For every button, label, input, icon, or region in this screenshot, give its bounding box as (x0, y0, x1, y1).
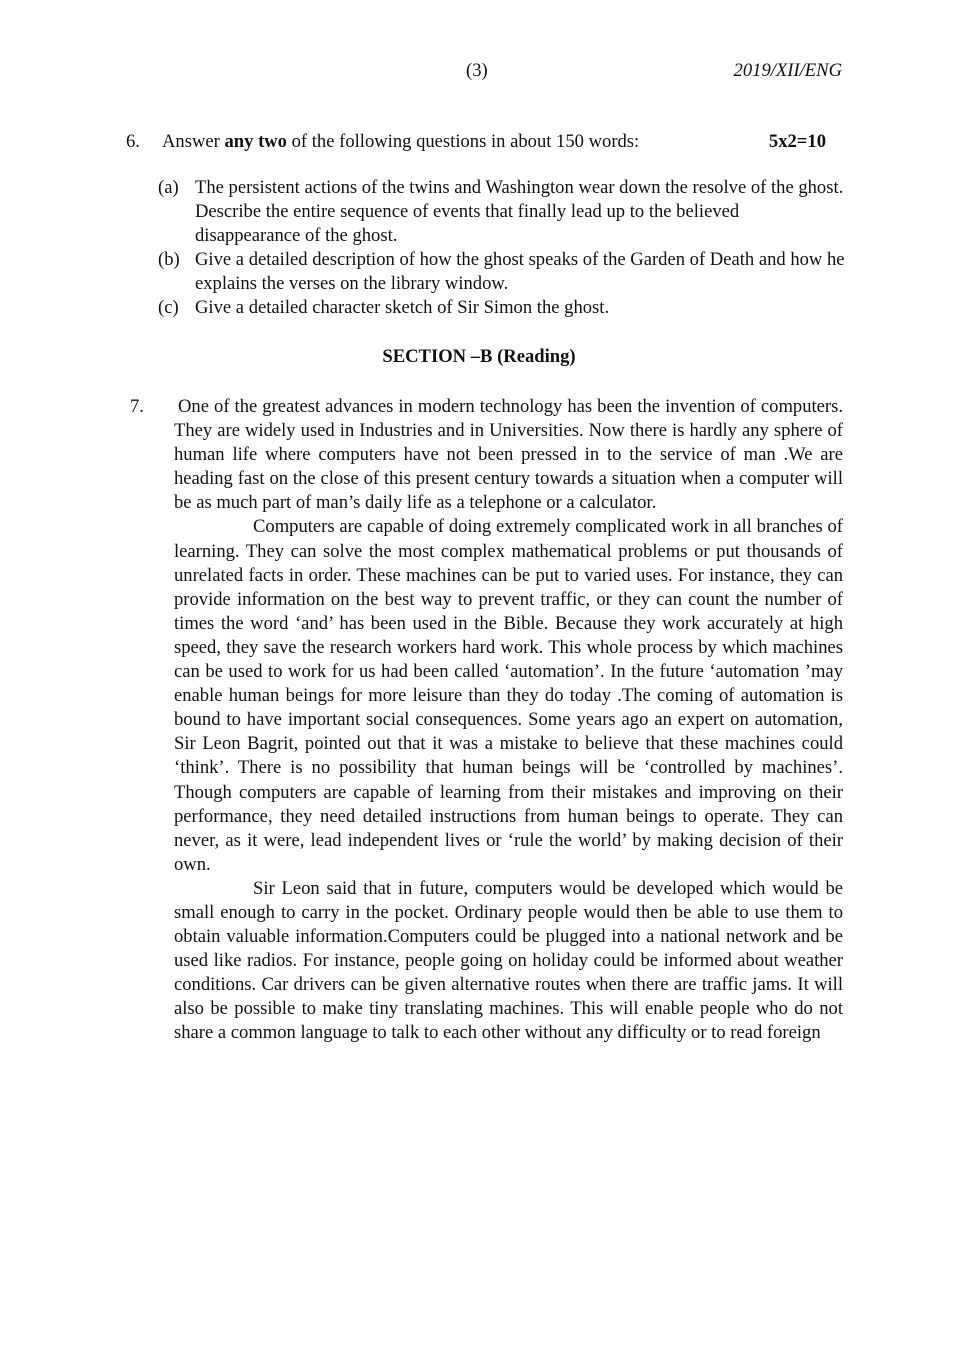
option-label: (c) (158, 297, 179, 318)
passage-paragraph-3: Sir Leon said that in future, computers would be developed which would be small enough to carry in the pocket. Ordinary people would then be able to use them to obtain valuable information.Computers could be plugged into a national network and be used like radios. For instance, people going on holiday could be informed about weather conditions. Car drivers can be given alternative routes when there are traffic jams. It will also be possible to make tiny translating machines. This will enable people who do not share a common language to talk to each other without any difficulty or to read foreign (174, 877, 843, 1044)
option-label: (b) (158, 249, 180, 270)
question-6-text-bold: any two (224, 131, 287, 152)
question-7-number: 7. (130, 396, 144, 417)
question-6-instruction (162, 130, 639, 154)
question-6-number: 6. (126, 131, 140, 152)
question-6-option-c (158, 296, 846, 320)
paper-code: 2019/XII/ENG (733, 60, 842, 81)
question-6-option-a (158, 176, 846, 248)
option-label: (a) (158, 177, 179, 198)
option-text: Give a detailed description of how the ghost speaks of the Garden of Death and how he explains the verses on the library window. (195, 249, 845, 294)
question-6-text-before: Answer (162, 131, 225, 152)
option-text: The persistent actions of the twins and Washington wear down the resolve of the ghost. Describe the entire sequence of events that finally lead up to the believed disappearance of the ghost. (195, 177, 844, 246)
page-number: (3) (466, 60, 488, 81)
section-title (0, 346, 958, 368)
option-text: Give a detailed character sketch of Sir Simon the ghost. (195, 297, 610, 318)
question-6-option-b (158, 248, 846, 296)
passage-paragraph-1: One of the greatest advances in modern technology has been the invention of computers. They are widely used in Industries and in Universities. Now there is hardly any sphere of human life where computers have not been pressed in to the service of man .We are heading fast on the close of this present century towards a situation when a computer will be as much part of man’s daily life as a telephone or a calculator. (174, 396, 843, 514)
question-6-options (158, 176, 846, 320)
question-6-text-after: of the following questions in about 150 words: (286, 131, 640, 152)
question-6-marks: 5x2=10 (768, 131, 826, 152)
reading-passage (174, 395, 843, 1046)
passage-paragraph-2: Computers are capable of doing extremely complicated work in all branches of learning. They can solve the most complex mathematical problems or put thousands of unrelated facts in order. These machines can be put to varied uses. For instance, they can provide information on the best way to prevent traffic, or they can count the number of times the word ‘and’ has been used in the Bible. Because they work accurately at high speed, they save the research workers hard work. This whole process by which machines can be used to work for us had been called ‘automation’. In the future ‘automation ’may enable human beings for more leisure than they do today .The coming of automation is bound to have important social consequences. Some years ago an expert on automation, Sir Leon Bagrit, pointed out that it was a mistake to believe that these machines could ‘think’. There is no possibility that human beings will be ‘controlled by machines’. Though computers are capable of learning from their mistakes and improving on their performance, they need detailed instructions from human beings to operate. They can never, as it were, lead independent lives or ‘rule the world’ by making decision of their own. (174, 516, 843, 875)
section-title-text: SECTION –B (Reading) (382, 346, 576, 367)
